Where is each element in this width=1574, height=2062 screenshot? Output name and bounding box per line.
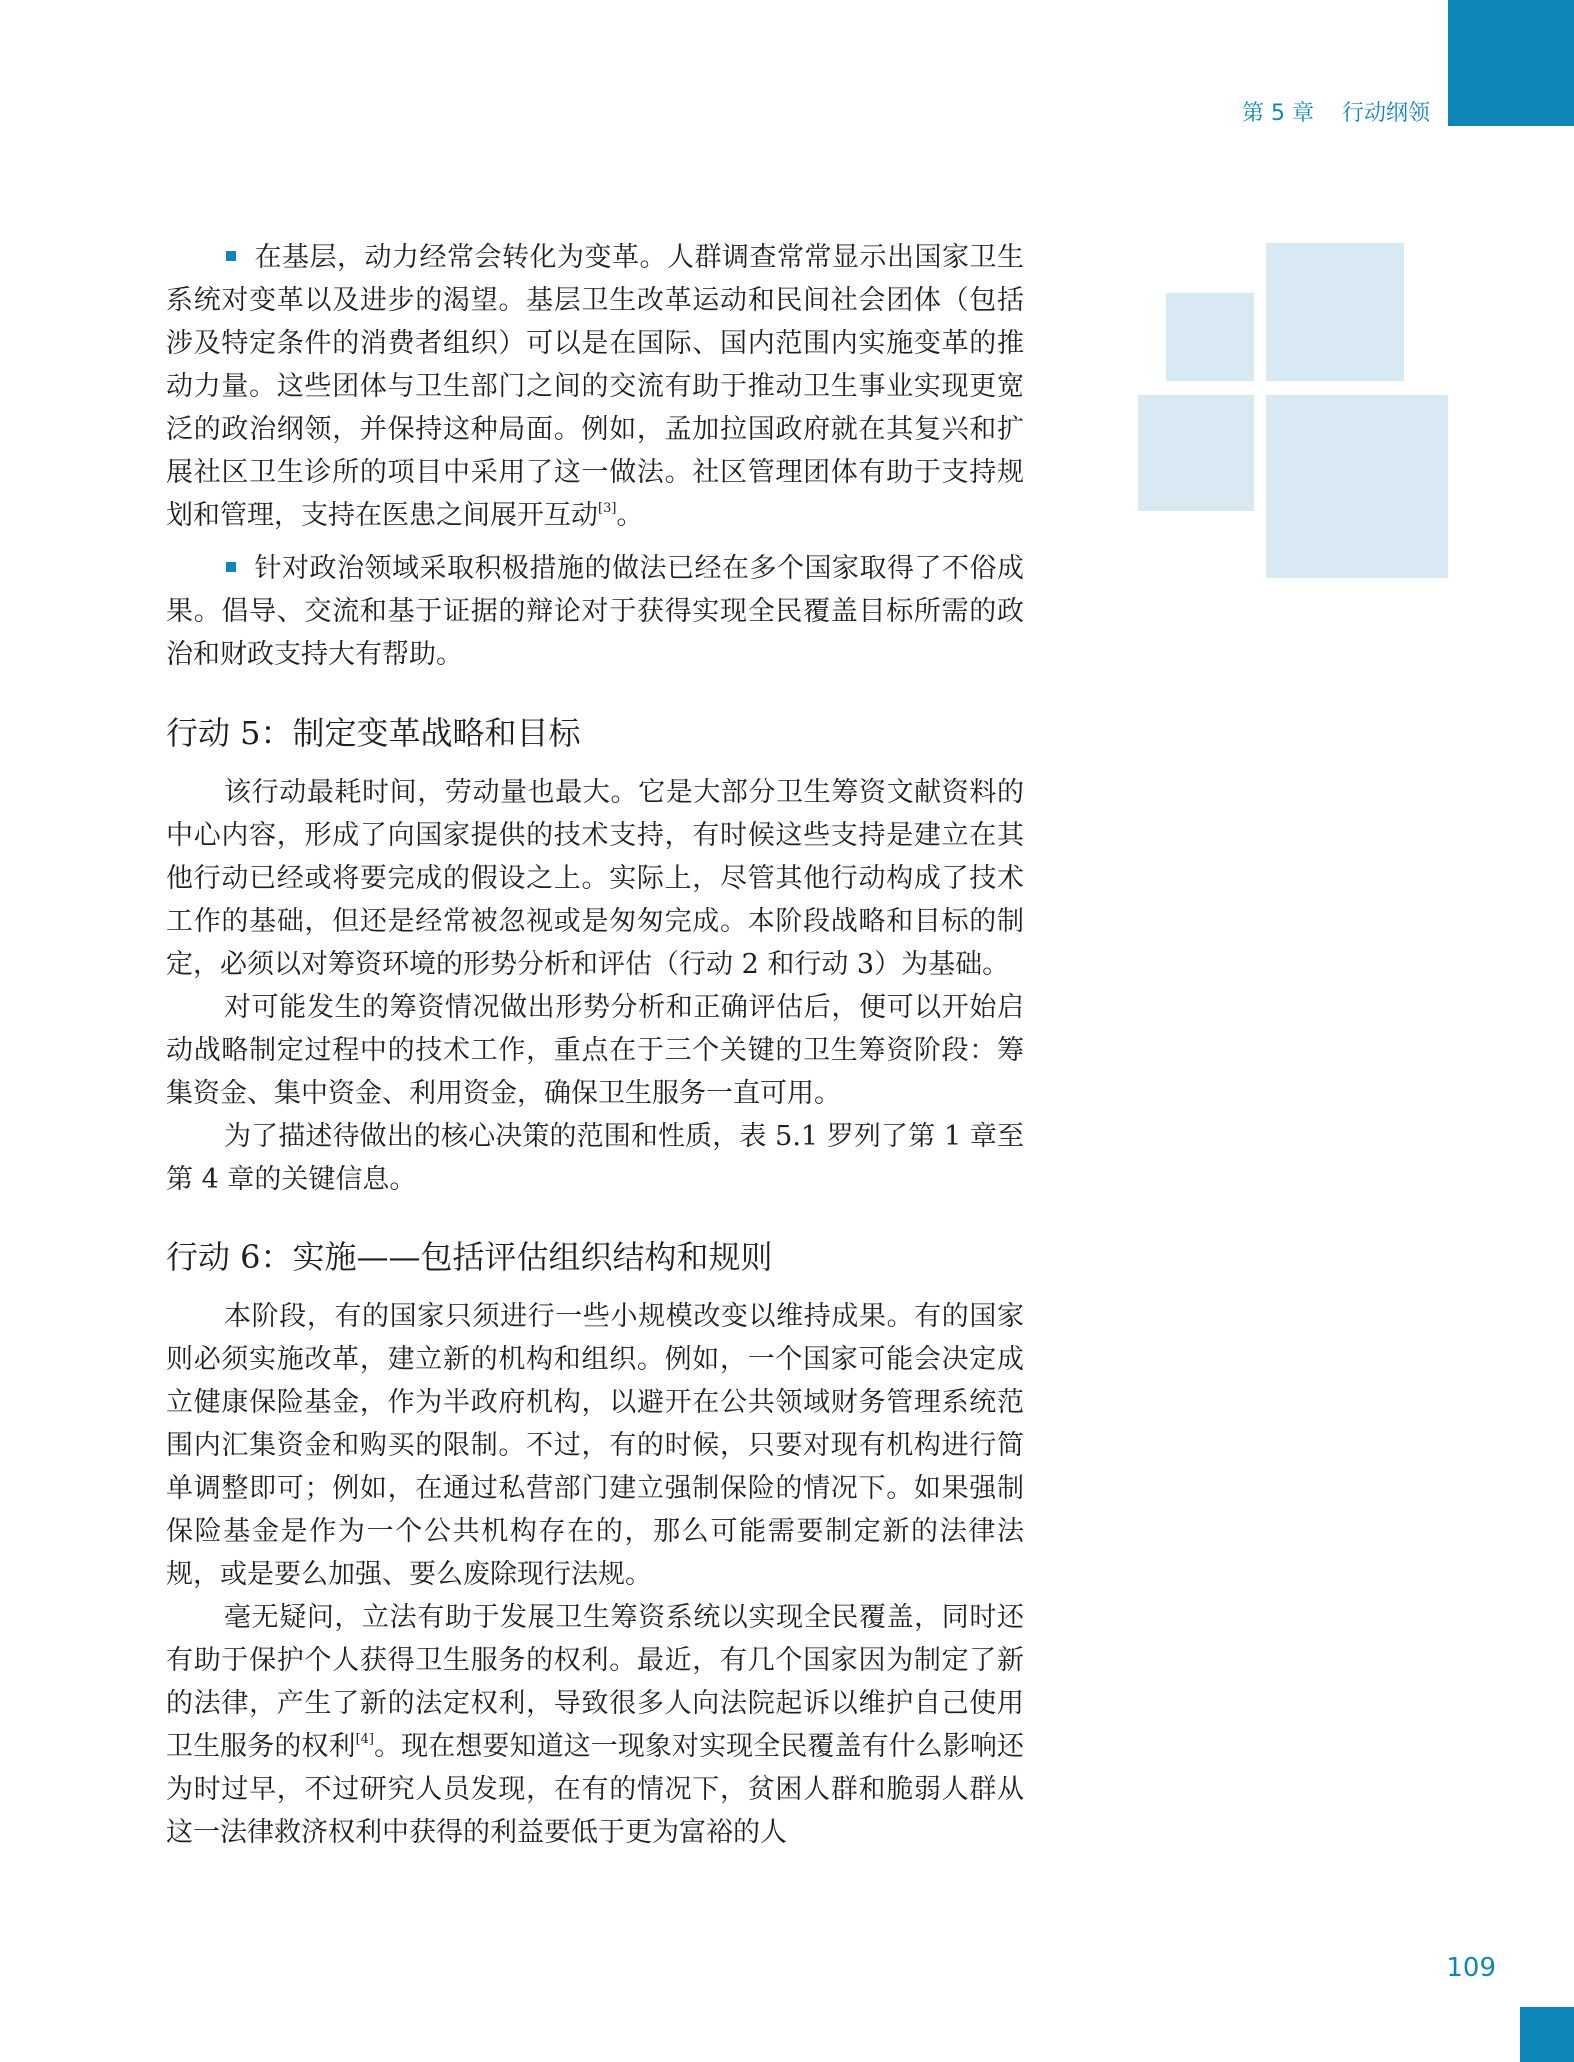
citation-ref: [3] (598, 501, 617, 516)
bullet-text: 在基层，动力经常会转化为变革。人群调查常常显示出国家卫生系统对变革以及进步的渴望。基层卫生改革运动和民间社会团体（包括涉及特定条件的消费者组织）可以是在国际、国内范围内实施变革的推动力量。这些团体与卫生部门之间的交流有助于推动卫生事业实现更宽泛的政治纲领，并保持这种局面。例如，孟加拉国政府就在其复兴和扩展社区卫生诊所的项目中采用了这一做法。社区管理团体有助于支持规划和管理，支持在医患之间展开互动 (166, 242, 1024, 531)
decorative-square (1266, 243, 1404, 381)
running-head: 第 5 章 行动纲领 (1242, 101, 1430, 126)
square-bullet-icon (226, 562, 236, 572)
square-bullet-icon (226, 251, 236, 261)
bullet-paragraph (166, 547, 1024, 676)
section-heading: 行动 5：制定变革战略和目标 (166, 714, 581, 752)
bullet-tail: 。 (616, 500, 644, 531)
corner-color-block (1448, 0, 1574, 126)
body-paragraph: 本阶段，有的国家只须进行一些小规模改变以维持成果。有的国家则必须实施改革，建立新的机构和组织。例如，一个国家可能会决定成立健康保险基金，作为半政府机构，以避开在公共领域财务管理系统范围内汇集资金和购买的限制。不过，有的时候，只要对现有机构进行简单调整即可；例如，在通过私营部门建立强制保险的情况下。如果强制保险基金是作为一个公共机构存在的，那么可能需要制定新的法律法规，或是要么加强、要么废除现行法规。 (166, 1301, 1024, 1590)
section-heading: 行动 6：实施——包括评估组织结构和规则 (166, 1238, 773, 1276)
decorative-square (1166, 293, 1254, 381)
body-paragraph: 对可能发生的筹资情况做出形势分析和正确评估后，便可以开始启动战略制定过程中的技术工作，重点在于三个关键的卫生筹资阶段：筹集资金、集中资金、利用资金，确保卫生服务一直可用。 (166, 992, 1024, 1109)
bullet-text: 针对政治领域采取积极措施的做法已经在多个国家取得了不俗成果。倡导、交流和基于证据的辩论对于获得实现全民覆盖目标所需的政治和财政支持大有帮助。 (166, 553, 1024, 670)
body-paragraph: 为了描述待做出的核心决策的范围和性质，表 5.1 罗列了第 1 章至第 4 章的关键信息。 (166, 1121, 1024, 1195)
page-body (166, 236, 1024, 1854)
corner-color-block (1520, 2007, 1574, 2062)
paragraph-text: 。现在想要知道这一现象对实现全民覆盖有什么影响还为时过早，不过研究人员发现，在有的情况下，贫困人群和脆弱人群从这一法律救济权利中获得的利益要低于更为富裕的人 (166, 1731, 1025, 1848)
decorative-square (1266, 395, 1448, 578)
decorative-square (1138, 395, 1254, 511)
bullet-paragraph (166, 236, 1024, 537)
page-number: 109 (1446, 1953, 1496, 1983)
citation-ref: [4] (355, 1732, 375, 1747)
body-paragraph: 该行动最耗时间，劳动量也最大。它是大部分卫生筹资文献资料的中心内容，形成了向国家提供的技术支持，有时候这些支持是建立在其他行动已经或将要完成的假设之上。实际上，尽管其他行动构成了技术工作的基础，但还是经常被忽视或是匆匆完成。本阶段战略和目标的制定，必须以对筹资环境的形势分析和评估（行动 2 和行动 3）为基础。 (166, 777, 1024, 980)
paragraph-text: 毫无疑问，立法有助于发展卫生筹资系统以实现全民覆盖，同时还有助于保护个人获得卫生服务的权利。最近，有几个国家因为制定了新的法律，产生了新的法定权利，导致很多人向法院起诉以维护自己使用卫生服务的权利 (166, 1602, 1024, 1762)
body-paragraph (166, 1596, 1024, 1854)
